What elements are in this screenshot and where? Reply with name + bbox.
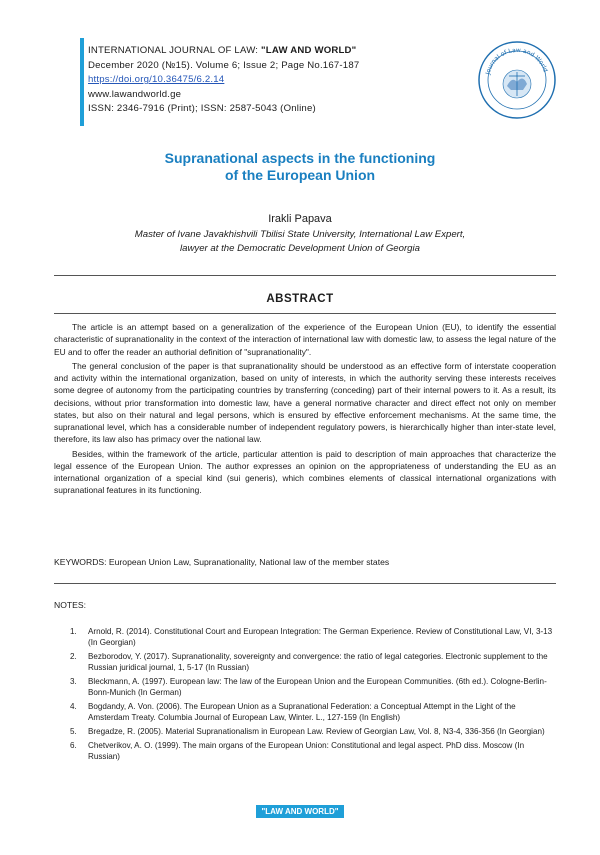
list-item (70, 701, 558, 723)
note-text: Bogdandy, A. Von. (2006). The European Union as a Supranational Federation: a Conceptual Attempt in the Light of the Amsterdam Treaty. Columbia Journal of European Law, Winter. L., 127-159 (In English) (88, 702, 516, 723)
note-text: Bregadze, R. (2005). Material Supranationalism in European Law. Review of Georgian Law, Vol. 8, N3-4, 336-356 (In Georgian) (88, 727, 545, 736)
notes-list (70, 626, 558, 765)
note-text: Bezborodov, Y. (2017). Supranationality, sovereignty and convergence: the ratio of legal categories. Electronic supplement to the Russian juridical journal, 1, 5-17 (In Russian) (88, 652, 548, 673)
journal-prefix: INTERNATIONAL JOURNAL OF LAW: (88, 45, 262, 56)
journal-header (88, 44, 359, 117)
divider-abstract (54, 313, 556, 314)
divider-top (54, 275, 556, 276)
author-name: Irakli Papava (268, 213, 332, 225)
abstract-paragraph-1: The article is an attempt based on a generalization of the experience of the European Union (EU), to identify the essential characteristic of supranationality in the context of the interaction of international law with domestic law, to assess the legal nature of the EU and to offer the reader an authorial definition of "supranationality". (54, 322, 556, 357)
doi-link[interactable]: https://doi.org/10.36475/6.2.14 (88, 74, 225, 85)
keywords: KEYWORDS: European Union Law, Supranationality, National law of the member states (54, 557, 390, 567)
author-affiliation (0, 228, 600, 256)
journal-title-line (88, 44, 359, 59)
note-text: Bleckmann, A. (1997). European law: The law of the European Union and the European Communities. (6th ed.). Cologne-Berlin-Bonn-Munich (In German) (88, 677, 547, 698)
note-number: 6. (70, 740, 77, 750)
svg-text:Journal of Law and World: Journal of Law and World (484, 46, 549, 76)
note-number: 3. (70, 677, 77, 686)
note-text: Chetverikov, A. O. (1999). The main organs of the European Union: Constitutional and legal aspect. PhD diss. Moscow (In Russian) (88, 740, 525, 761)
note-number: 2. (70, 652, 77, 661)
abstract-paragraph-2: The general conclusion of the paper is that supranationality should be understood as an effective form of interstate cooperation and activity within the international organization, based on unity of interests, in which the authority serving these interests receives some degree of autonomy from the participating countries by transferring (conceding) part of their internal powers to it. As a result, its decisions, without prior transformation into domestic law, have a general normative character and direct effect not only on member states, but also on their natural and legal persons, which is ensured by effective enforcement mechanisms. At the same time, the supranational level, which has a considerable number of independent regulatory powers, is hierarchically higher than inter-state level, therefore, its law also has primacy over the national law. (54, 360, 556, 445)
list-item (70, 626, 558, 648)
list-item (70, 726, 558, 737)
list-item (70, 740, 558, 762)
issn: ISSN: 2346-7916 (Print); ISSN: 2587-5043 (Online) (88, 103, 316, 114)
journal-name: "LAW AND WORLD" (261, 45, 357, 56)
abstract-body (54, 321, 556, 499)
abstract-paragraph-3: Besides, within the framework of the article, particular attention is paid to description of main approaches that characterize the legal essence of the European Union. The author expresses an opinion on the appropriateness of understanding the EU as an international organization of a special kind (sui generis), which combines elements of classical international organizations with supranational features in its functioning. (54, 448, 556, 496)
note-number: 5. (70, 727, 77, 736)
affiliation-line-2: lawyer at the Democratic Development Union of Georgia (180, 243, 420, 254)
notes-heading: NOTES: (54, 600, 86, 610)
note-text: Arnold, R. (2014). Constitutional Court and European Integration: The German Experience. Review of Constitutional Law, VI, 3-13 (In Georgian) (88, 627, 553, 648)
journal-seal-logo (477, 40, 557, 120)
note-number: 1. (70, 627, 77, 636)
article-title-line-2: of the European Union (224, 167, 376, 183)
website: www.lawandworld.ge (88, 88, 182, 100)
affiliation-line-1: Master of Ivane Javakhishvili Tbilisi State University, International Law Expert, (134, 229, 466, 240)
issue-info: December 2020 (№15). Volume 6; Issue 2; Page No.167-187 (88, 59, 360, 71)
note-number: 4. (70, 702, 77, 711)
article-title (0, 150, 600, 184)
list-item (70, 651, 558, 673)
list-item (70, 676, 558, 698)
footer-journal-badge: "LAW AND WORLD" (256, 805, 344, 818)
divider-notes (54, 583, 556, 584)
article-title-line-1: Supranational aspects in the functioning (164, 150, 436, 166)
abstract-heading: ABSTRACT (266, 293, 334, 305)
